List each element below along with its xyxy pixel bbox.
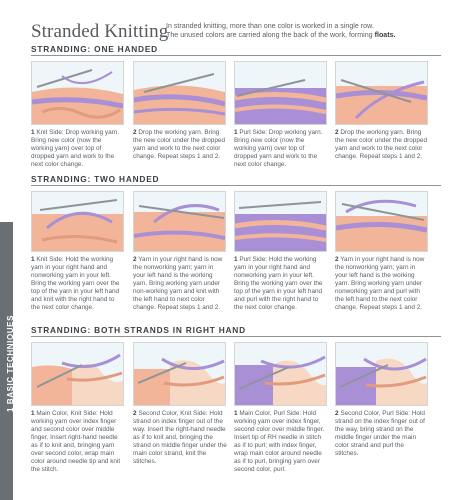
step-number: 1 bbox=[31, 129, 35, 136]
step-number: 2 bbox=[133, 256, 137, 263]
knitting-illustration bbox=[32, 192, 123, 251]
illustration-one-handed-3 bbox=[234, 61, 327, 125]
section-rule bbox=[31, 185, 441, 186]
knitting-illustration bbox=[134, 192, 225, 251]
knitting-illustration bbox=[235, 62, 326, 124]
step-caption bbox=[335, 410, 429, 458]
step-caption bbox=[133, 129, 227, 161]
illustration-both-strands-3 bbox=[234, 342, 327, 406]
step-text: Main Color, Purl Side: Hold working yarn over index finger, second color over middle finger. Insert tip of RH needle in stitch as if to purl; with index finger, wrap main color around needle as if to purl, bringing yarn over second color, purl. bbox=[234, 410, 325, 473]
step-text: Yarn in your right hand is now the nonworking yarn; yarn in your left hand is the working yarn. Bring working yarn under non-working yarn and knit with the left hand to next color change. Repeat steps 1 and 2. bbox=[133, 256, 223, 311]
step-number: 1 bbox=[31, 256, 35, 263]
section-heading-one-handed: STRANDING: ONE HANDED bbox=[31, 44, 158, 54]
chapter-side-tab-label: 1 BASIC TECHNIQUES bbox=[6, 314, 15, 412]
step-text: Purl Side: Hold the working yarn in your right hand and nonworking yarn in your left. Bring the working yarn over the top of the yarn in your left hand and purl with the right hand to the next color change. bbox=[234, 256, 323, 311]
step-number: 1 bbox=[234, 410, 238, 417]
step-text: Yarn in your right hand is now the nonworking yarn; yarn in your left hand is the working yarn. Bring working yarn under nonworking yarn and purl with the left hand to the next color change. Repeat steps 1 and 2. bbox=[335, 256, 425, 311]
knitting-illustration bbox=[134, 343, 225, 405]
step-number: 2 bbox=[133, 410, 137, 417]
step-text: Knit Side: Drop working yarn. Bring new color (now the working yarn) over top of dropped yarn and work to the next color change. bbox=[31, 129, 120, 168]
step-text: Drop the working yarn. Bring the new color under the dropped yarn and work to the next color change. Repeat steps 1 and 2. bbox=[133, 129, 226, 160]
step-caption bbox=[31, 410, 125, 474]
intro-bold-term: floats. bbox=[374, 31, 396, 39]
knitting-illustration bbox=[235, 192, 326, 251]
illustration-one-handed-4 bbox=[335, 61, 428, 125]
section-rule bbox=[31, 55, 441, 56]
step-caption bbox=[234, 129, 328, 169]
step-caption bbox=[133, 256, 227, 312]
illustration-both-strands-1 bbox=[31, 342, 124, 406]
step-number: 2 bbox=[335, 410, 339, 417]
section-heading-both-strands: STRANDING: BOTH STRANDS IN RIGHT HAND bbox=[31, 325, 246, 335]
step-caption bbox=[335, 256, 429, 312]
step-text: Main Color, Knit Side: Hold working yarn over index finger and second color over middle finger. Insert right-hand needle as if to knit and, bringing yarn over second color, wrap main color around needle tip and knit the stitch. bbox=[31, 410, 121, 473]
step-text: Knit Side: Hold the working yarn in your right hand and nonworking yarn in your left. Bring the working yarn over the top of the yarn in your left hand and knit with the right hand to the next color change. bbox=[31, 256, 120, 311]
step-text: Second Color, Knit Side: Hold strand on index finger out of the way. Insert the right-hand needle as if to knit and, bringing the strand on middle finger under the main color strand, knit the stitches. bbox=[133, 410, 227, 465]
step-number: 2 bbox=[335, 256, 339, 263]
step-caption bbox=[234, 410, 328, 474]
step-caption bbox=[31, 256, 125, 312]
section-heading-two-handed: STRANDING: TWO HANDED bbox=[31, 174, 160, 184]
step-caption bbox=[234, 256, 328, 312]
step-caption bbox=[133, 410, 227, 466]
knitting-illustration bbox=[336, 343, 427, 405]
step-text: Purl Side: Drop working yarn. Bring new color (now the working yarn) over top of dropped yarn and work to the next color change. bbox=[234, 129, 323, 168]
step-number: 2 bbox=[133, 129, 137, 136]
knitting-illustration bbox=[336, 62, 427, 124]
step-number: 2 bbox=[335, 129, 339, 136]
step-text: Drop the working yarn. Bring the new color under the dropped yarn and work to the next color change. Repeat steps 1 and 2. bbox=[335, 129, 428, 160]
illustration-two-handed-1 bbox=[31, 191, 124, 252]
intro-text bbox=[166, 22, 448, 40]
page-title: Stranded Knitting bbox=[31, 21, 169, 42]
step-text: Second Color, Purl Side: Hold strand on the index finger out of the way, bring strand on the middle finger under the main color strand and purl the stitches. bbox=[335, 410, 425, 457]
illustration-both-strands-4 bbox=[335, 342, 428, 406]
step-number: 1 bbox=[31, 410, 35, 417]
step-number: 1 bbox=[234, 256, 238, 263]
knitting-illustration bbox=[134, 62, 225, 124]
knitting-illustration bbox=[32, 343, 123, 405]
intro-line-1: In stranded knitting, more than one color is worked in a single row. bbox=[166, 22, 374, 30]
illustration-two-handed-4 bbox=[335, 191, 428, 252]
section-rule bbox=[31, 336, 441, 337]
step-number: 1 bbox=[234, 129, 238, 136]
illustration-both-strands-2 bbox=[133, 342, 226, 406]
knitting-illustration bbox=[32, 62, 123, 124]
knitting-illustration bbox=[235, 343, 326, 405]
step-caption bbox=[31, 129, 125, 169]
illustration-two-handed-3 bbox=[234, 191, 327, 252]
illustration-one-handed-1 bbox=[31, 61, 124, 125]
illustration-two-handed-2 bbox=[133, 191, 226, 252]
intro-line-2: The unused colors are carried along the back of the work, forming bbox=[166, 31, 373, 39]
knitting-illustration bbox=[336, 192, 427, 251]
step-caption bbox=[335, 129, 429, 161]
illustration-one-handed-2 bbox=[133, 61, 226, 125]
